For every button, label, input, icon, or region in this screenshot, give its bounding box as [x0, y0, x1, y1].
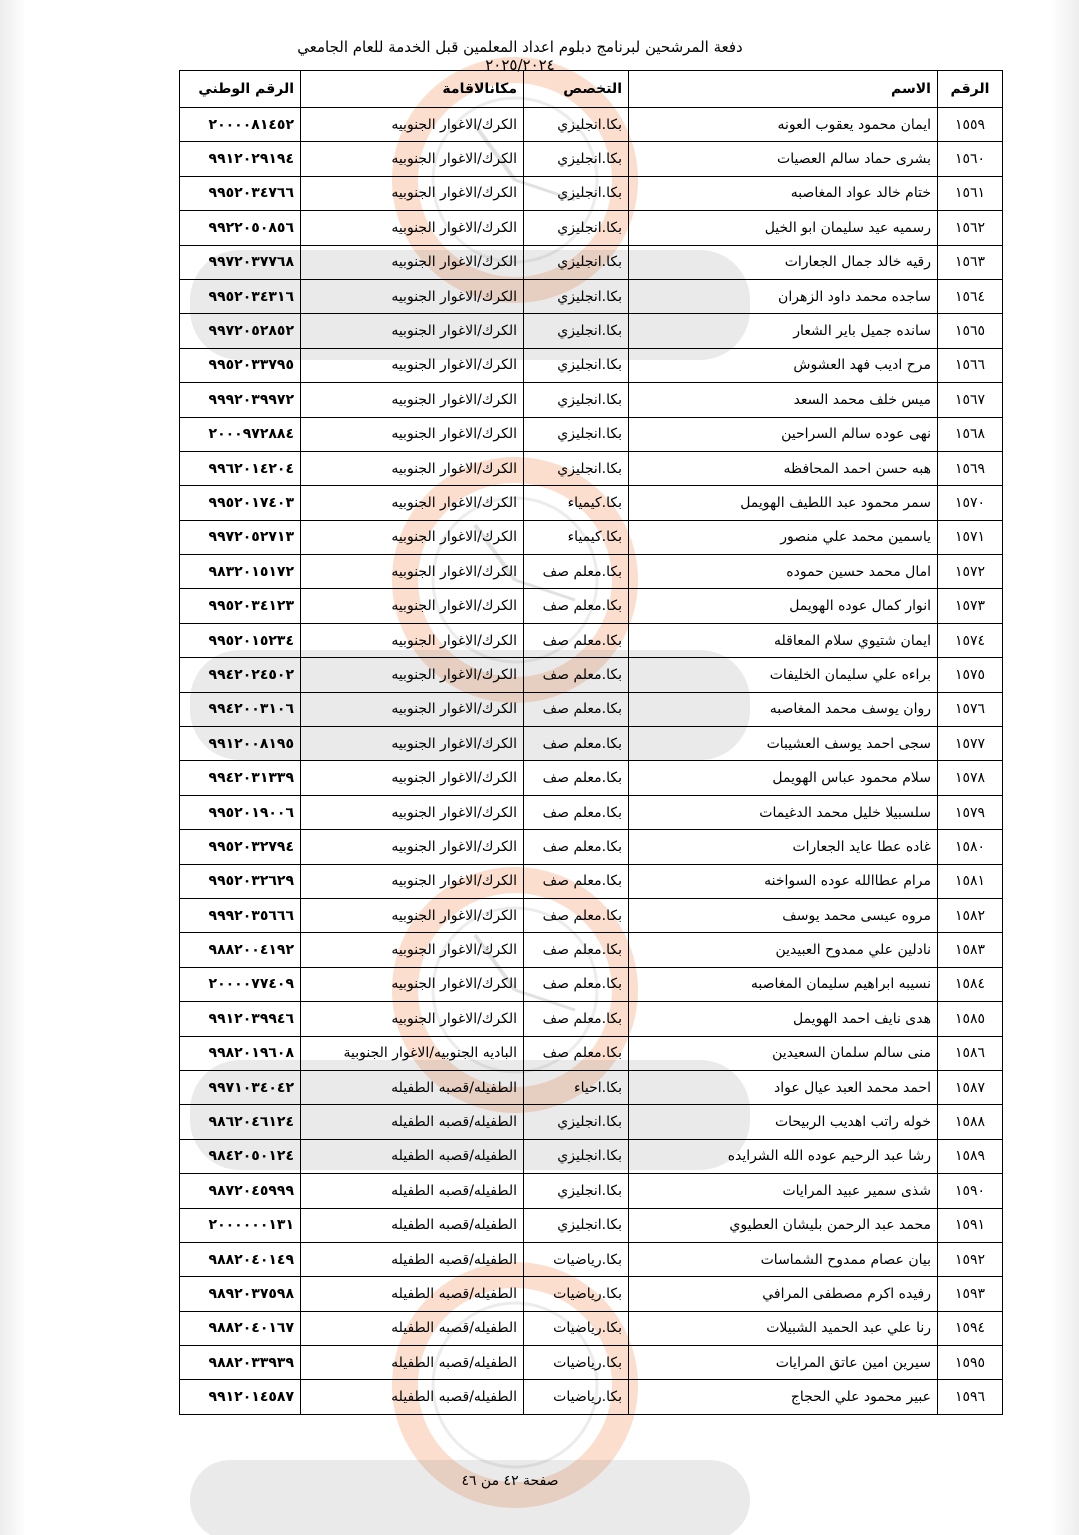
- header-name: الاسم: [629, 71, 938, 108]
- row-residence: الكرك/الاغوار الجنوبيه: [301, 692, 524, 726]
- row-name: رسميه عيد سليمان ابو الخيل: [629, 211, 938, 245]
- row-name: امال محمد حسين حموده: [629, 555, 938, 589]
- row-residence: الكرك/الاغوار الجنوبيه: [301, 279, 524, 313]
- table-row: [180, 211, 1003, 245]
- row-specialization: بكا.انجليزي: [524, 417, 629, 451]
- row-residence: الطفيله/قصبه الطفيله: [301, 1277, 524, 1311]
- row-specialization: بكا.معلم صف: [524, 830, 629, 864]
- row-national-id: ٩٩٥٢٠٣٤٧٦٦: [180, 176, 301, 210]
- table-row: [180, 1346, 1003, 1380]
- row-name: ياسمين محمد علي منصور: [629, 520, 938, 554]
- row-residence: الكرك/الاغوار الجنوبيه: [301, 1002, 524, 1036]
- table-row: [180, 1174, 1003, 1208]
- row-number: ١٥٩٦: [938, 1380, 1003, 1414]
- row-specialization: بكا.انجليزي: [524, 1208, 629, 1242]
- row-residence: الكرك/الاغوار الجنوبيه: [301, 176, 524, 210]
- row-name: ساجده محمد داود الزهران: [629, 279, 938, 313]
- table-row: [180, 967, 1003, 1001]
- row-name: رنا علي عبد الحميد الشبيلات: [629, 1311, 938, 1345]
- row-specialization: بكا.انجليزي: [524, 348, 629, 382]
- row-number: ١٥٦٤: [938, 279, 1003, 313]
- row-residence: الباديه الجنوبيه/الاغوار الجنوبية: [301, 1036, 524, 1070]
- row-name: مروه عيسى محمد يوسف: [629, 898, 938, 932]
- row-number: ١٥٩١: [938, 1208, 1003, 1242]
- row-national-id: ٩٩٧٢٠٥٢٧١٣: [180, 520, 301, 554]
- row-residence: الكرك/الاغوار الجنوبيه: [301, 383, 524, 417]
- row-specialization: بكا.كيمياء: [524, 520, 629, 554]
- row-name: هبه حسن احمد المحافظه: [629, 451, 938, 485]
- row-residence: الطفيله/قصبه الطفيله: [301, 1242, 524, 1276]
- row-national-id: ٩٩٢٢٠٥٠٨٥٦: [180, 211, 301, 245]
- row-national-id: ٩٨٨٢٠٤٠١٦٧: [180, 1311, 301, 1345]
- row-national-id: ٩٩٥٢٠٣٤٣١٦: [180, 279, 301, 313]
- table-row: [180, 348, 1003, 382]
- row-number: ١٥٨٨: [938, 1105, 1003, 1139]
- header-number: الرقم: [938, 71, 1003, 108]
- row-residence: الطفيله/قصبه الطفيله: [301, 1070, 524, 1104]
- row-number: ١٥٨٥: [938, 1002, 1003, 1036]
- table-row: [180, 451, 1003, 485]
- row-name: براءه علي سليمان الخليفات: [629, 658, 938, 692]
- table-row: [180, 1208, 1003, 1242]
- row-name: نادلين علي ممدوح العبيدين: [629, 933, 938, 967]
- row-residence: الطفيله/قصبه الطفيله: [301, 1139, 524, 1173]
- table-row: [180, 1277, 1003, 1311]
- row-number: ١٥٦٦: [938, 348, 1003, 382]
- row-national-id: ٩٨٨٢٠٤٠١٤٩: [180, 1242, 301, 1276]
- row-specialization: بكا.معلم صف: [524, 727, 629, 761]
- row-name: سجى احمد يوسف العشيبات: [629, 727, 938, 761]
- row-residence: الكرك/الاغوار الجنوبيه: [301, 795, 524, 829]
- row-residence: الكرك/الاغوار الجنوبيه: [301, 658, 524, 692]
- table-row: [180, 1311, 1003, 1345]
- row-specialization: بكا.رياضيات: [524, 1242, 629, 1276]
- row-number: ١٥٧٣: [938, 589, 1003, 623]
- row-national-id: ٩٩٤٢٠٢٤٥٠٢: [180, 658, 301, 692]
- row-name: رفيده اكرم مصطفى المرافي: [629, 1277, 938, 1311]
- row-specialization: بكا.معلم صف: [524, 555, 629, 589]
- row-national-id: ٩٩٥٢٠٣٢٦٢٩: [180, 864, 301, 898]
- row-number: ١٥٦٧: [938, 383, 1003, 417]
- row-national-id: ٩٩٥٢٠٣٢٧٩٤: [180, 830, 301, 864]
- row-number: ١٥٥٩: [938, 108, 1003, 142]
- row-national-id: ٩٩١٢٠١٤٥٨٧: [180, 1380, 301, 1414]
- row-specialization: بكا.انجليزي: [524, 1174, 629, 1208]
- table-row: [180, 142, 1003, 176]
- row-residence: الكرك/الاغوار الجنوبيه: [301, 451, 524, 485]
- table-row: [180, 933, 1003, 967]
- row-national-id: ٩٨٤٢٠٥٠١٢٤: [180, 1139, 301, 1173]
- row-national-id: ٢٠٠٠٠٠٠١٣١: [180, 1208, 301, 1242]
- row-specialization: بكا.انجليزي: [524, 245, 629, 279]
- table-row: [180, 864, 1003, 898]
- row-specialization: بكا.معلم صف: [524, 658, 629, 692]
- row-national-id: ٩٩٩٢٠٣٥٦٦٦: [180, 898, 301, 932]
- row-number: ١٥٧١: [938, 520, 1003, 554]
- row-residence: الطفيله/قصبه الطفيله: [301, 1174, 524, 1208]
- row-residence: الكرك/الاغوار الجنوبيه: [301, 864, 524, 898]
- row-national-id: ٩٩٧٢٠٣٧٧٦٨: [180, 245, 301, 279]
- row-number: ١٥٦٩: [938, 451, 1003, 485]
- row-specialization: بكا.معلم صف: [524, 1002, 629, 1036]
- row-specialization: بكا.معلم صف: [524, 898, 629, 932]
- row-specialization: بكا.انجليزي: [524, 1139, 629, 1173]
- row-residence: الكرك/الاغوار الجنوبيه: [301, 933, 524, 967]
- row-residence: الكرك/الاغوار الجنوبيه: [301, 520, 524, 554]
- row-number: ١٥٧٠: [938, 486, 1003, 520]
- row-national-id: ٩٩١٢٠٠٨١٩٥: [180, 727, 301, 761]
- row-specialization: بكا.انجليزي: [524, 1105, 629, 1139]
- row-name: خوله راتب اهديب الربيحات: [629, 1105, 938, 1139]
- table-row: [180, 108, 1003, 142]
- row-specialization: بكا.معلم صف: [524, 623, 629, 657]
- row-residence: الكرك/الاغوار الجنوبيه: [301, 142, 524, 176]
- row-residence: الطفيله/قصبه الطفيله: [301, 1346, 524, 1380]
- header-specialization: التخصص: [524, 71, 629, 108]
- table-row: [180, 761, 1003, 795]
- row-specialization: بكا.انجليزي: [524, 451, 629, 485]
- row-specialization: بكا.انجليزي: [524, 142, 629, 176]
- row-specialization: بكا.معلم صف: [524, 692, 629, 726]
- row-residence: الطفيله/قصبه الطفيله: [301, 1105, 524, 1139]
- row-residence: الطفيله/قصبه الطفيله: [301, 1380, 524, 1414]
- row-name: نهى عوده سالم السراحين: [629, 417, 938, 451]
- table-row: [180, 1242, 1003, 1276]
- row-residence: الكرك/الاغوار الجنوبيه: [301, 245, 524, 279]
- row-residence: الطفيله/قصبه الطفيله: [301, 1208, 524, 1242]
- row-number: ١٥٩٢: [938, 1242, 1003, 1276]
- row-name: رشا عبد الرحيم عوده الله الشرايده: [629, 1139, 938, 1173]
- table-row: [180, 727, 1003, 761]
- row-residence: الكرك/الاغوار الجنوبيه: [301, 348, 524, 382]
- row-number: ١٥٨٧: [938, 1070, 1003, 1104]
- row-number: ١٥٨١: [938, 864, 1003, 898]
- row-name: رقيه خالد جمال الجعارات: [629, 245, 938, 279]
- row-number: ١٥٧٢: [938, 555, 1003, 589]
- row-residence: الكرك/الاغوار الجنوبيه: [301, 314, 524, 348]
- table-row: [180, 314, 1003, 348]
- row-national-id: ٩٩٥٢٠١٥٢٣٤: [180, 623, 301, 657]
- row-name: مرام عطاالله عوده السواخنه: [629, 864, 938, 898]
- row-national-id: ٩٨٨٢٠٣٣٩٣٩: [180, 1346, 301, 1380]
- row-specialization: بكا.احياء: [524, 1070, 629, 1104]
- row-specialization: بكا.معلم صف: [524, 589, 629, 623]
- row-number: ١٥٨٦: [938, 1036, 1003, 1070]
- table-row: [180, 1105, 1003, 1139]
- table-row: [180, 1380, 1003, 1414]
- row-national-id: ٩٩١٢٠٣٩٩٤٦: [180, 1002, 301, 1036]
- row-residence: الكرك/الاغوار الجنوبيه: [301, 761, 524, 795]
- row-name: بشرى حماد سالم العصيات: [629, 142, 938, 176]
- row-specialization: بكا.رياضيات: [524, 1277, 629, 1311]
- table-row: [180, 898, 1003, 932]
- row-number: ١٥٧٩: [938, 795, 1003, 829]
- row-name: غاده عطا عايد الجعارات: [629, 830, 938, 864]
- row-number: ١٥٦١: [938, 176, 1003, 210]
- row-specialization: بكا.رياضيات: [524, 1380, 629, 1414]
- table-row: [180, 1070, 1003, 1104]
- row-national-id: ٩٨٩٢٠٣٧٥٩٨: [180, 1277, 301, 1311]
- row-name: سانده جميل باير الشعار: [629, 314, 938, 348]
- table-row: [180, 692, 1003, 726]
- table-row: [180, 279, 1003, 313]
- table-row: [180, 795, 1003, 829]
- header-national-id: الرقم الوطني: [180, 71, 301, 108]
- row-national-id: ٩٩٧١٠٣٤٠٤٢: [180, 1070, 301, 1104]
- table-row: [180, 623, 1003, 657]
- row-national-id: ٩٨٧٢٠٤٥٩٩٩: [180, 1174, 301, 1208]
- row-residence: الكرك/الاغوار الجنوبيه: [301, 211, 524, 245]
- row-name: ختام خالد عواد المغاصبه: [629, 176, 938, 210]
- row-number: ١٥٦٣: [938, 245, 1003, 279]
- table-row: [180, 555, 1003, 589]
- row-residence: الطفيله/قصبه الطفيله: [301, 1311, 524, 1345]
- table-row: [180, 417, 1003, 451]
- row-national-id: ٩٩٥٢٠١٧٤٠٣: [180, 486, 301, 520]
- row-national-id: ٩٩١٢٠٢٩١٩٤: [180, 142, 301, 176]
- table-row: [180, 830, 1003, 864]
- row-national-id: ٩٩٤٢٠٣١٣٣٩: [180, 761, 301, 795]
- candidates-table: [179, 70, 1003, 1415]
- table-row: [180, 1036, 1003, 1070]
- row-residence: الكرك/الاغوار الجنوبيه: [301, 727, 524, 761]
- row-name: روان يوسف محمد المغاصبه: [629, 692, 938, 726]
- row-name: نسيبه ابراهيم سليمان المغاصبه: [629, 967, 938, 1001]
- table-row: [180, 658, 1003, 692]
- table-row: [180, 1002, 1003, 1036]
- row-number: ١٥٦٢: [938, 211, 1003, 245]
- row-national-id: ٩٩٩٢٠٣٩٩٧٢: [180, 383, 301, 417]
- header-residence: مكانالاقامة: [301, 71, 524, 108]
- row-specialization: بكا.انجليزي: [524, 108, 629, 142]
- row-national-id: ٩٩٥٢٠٣٣٧٩٥: [180, 348, 301, 382]
- row-specialization: بكا.معلم صف: [524, 761, 629, 795]
- row-number: ١٥٨٠: [938, 830, 1003, 864]
- row-name: ايمان شتيوي سلام المعاقله: [629, 623, 938, 657]
- row-number: ١٥٨٩: [938, 1139, 1003, 1173]
- row-national-id: ٢٠٠٠٩٧٢٨٨٤: [180, 417, 301, 451]
- row-number: ١٥٨٢: [938, 898, 1003, 932]
- row-name: سمر محمود عبد اللطيف الهويمل: [629, 486, 938, 520]
- row-name: شذى سمير عبيد المرايات: [629, 1174, 938, 1208]
- row-residence: الكرك/الاغوار الجنوبيه: [301, 623, 524, 657]
- row-national-id: ٩٩٨٢٠١٩٦٠٨: [180, 1036, 301, 1070]
- row-name: سلسبيلا خليل محمد الدغيمات: [629, 795, 938, 829]
- row-specialization: بكا.انجليزي: [524, 383, 629, 417]
- table-row: [180, 176, 1003, 210]
- row-name: محمد عبد الرحمن بليشان العطيوي: [629, 1208, 938, 1242]
- page-footer: صفحة ٤٢ من ٤٦: [461, 1473, 559, 1489]
- row-national-id: ٢٠٠٠٠٧٧٤٠٩: [180, 967, 301, 1001]
- table-header-row: [180, 71, 1003, 108]
- table-row: [180, 1139, 1003, 1173]
- row-residence: الكرك/الاغوار الجنوبيه: [301, 967, 524, 1001]
- row-number: ١٥٨٣: [938, 933, 1003, 967]
- row-specialization: بكا.معلم صف: [524, 933, 629, 967]
- row-national-id: ٩٩٥٢٠٣٤١٢٣: [180, 589, 301, 623]
- row-name: مرح اديب فهد العشوش: [629, 348, 938, 382]
- row-name: سلام محمود عباس الهويمل: [629, 761, 938, 795]
- row-national-id: ٩٩٦٢٠١٤٢٠٤: [180, 451, 301, 485]
- row-specialization: بكا.معلم صف: [524, 1036, 629, 1070]
- row-number: ١٥٩٠: [938, 1174, 1003, 1208]
- table-row: [180, 520, 1003, 554]
- row-national-id: ٩٨٣٢٠١٥١٧٢: [180, 555, 301, 589]
- row-number: ١٥٩٤: [938, 1311, 1003, 1345]
- row-number: ١٥٦٠: [938, 142, 1003, 176]
- row-number: ١٥٧٨: [938, 761, 1003, 795]
- row-residence: الكرك/الاغوار الجنوبيه: [301, 486, 524, 520]
- row-specialization: بكا.رياضيات: [524, 1346, 629, 1380]
- row-name: سيرين امين عاتق المرايات: [629, 1346, 938, 1380]
- row-number: ١٥٧٤: [938, 623, 1003, 657]
- table-row: [180, 486, 1003, 520]
- row-name: احمد محمد العبد عيال عواد: [629, 1070, 938, 1104]
- row-national-id: ٩٩٧٢٠٥٢٨٥٢: [180, 314, 301, 348]
- row-national-id: ٢٠٠٠٠٨١٤٥٢: [180, 108, 301, 142]
- row-residence: الكرك/الاغوار الجنوبيه: [301, 830, 524, 864]
- row-residence: الكرك/الاغوار الجنوبيه: [301, 555, 524, 589]
- row-national-id: ٩٨٦٢٠٤٦١٢٤: [180, 1105, 301, 1139]
- row-specialization: بكا.معلم صف: [524, 864, 629, 898]
- row-name: انوار كمال عوده الهويمل: [629, 589, 938, 623]
- row-specialization: بكا.كيمياء: [524, 486, 629, 520]
- row-number: ١٥٦٥: [938, 314, 1003, 348]
- row-national-id: ٩٩٥٢٠١٩٠٠٦: [180, 795, 301, 829]
- row-specialization: بكا.معلم صف: [524, 795, 629, 829]
- row-name: ايمان محمود يعقوب العونه: [629, 108, 938, 142]
- row-number: ١٥٩٣: [938, 1277, 1003, 1311]
- row-specialization: بكا.معلم صف: [524, 967, 629, 1001]
- document-title: دفعة المرشحين لبرنامج دبلوم اعداد المعلمين قبل الخدمة للعام الجامعي ٢٠٢٥/٢٠٢٤: [297, 38, 743, 74]
- row-number: ١٥٧٦: [938, 692, 1003, 726]
- row-name: هدى نايف احمد الهويمل: [629, 1002, 938, 1036]
- row-specialization: بكا.انجليزي: [524, 176, 629, 210]
- row-number: ١٥٧٧: [938, 727, 1003, 761]
- row-name: بيان عصام ممدوح الشماسات: [629, 1242, 938, 1276]
- row-name: ميس خلف محمد السعد: [629, 383, 938, 417]
- row-name: عبير محمود علي الحجاج: [629, 1380, 938, 1414]
- row-name: منى سالم سلمان السعيدين: [629, 1036, 938, 1070]
- row-specialization: بكا.انجليزي: [524, 279, 629, 313]
- table-row: [180, 245, 1003, 279]
- row-number: ١٥٩٥: [938, 1346, 1003, 1380]
- table-row: [180, 589, 1003, 623]
- row-residence: الكرك/الاغوار الجنوبيه: [301, 417, 524, 451]
- table-row: [180, 383, 1003, 417]
- row-national-id: ٩٩٤٢٠٠٣١٠٦: [180, 692, 301, 726]
- row-residence: الكرك/الاغوار الجنوبيه: [301, 898, 524, 932]
- row-number: ١٥٦٨: [938, 417, 1003, 451]
- row-number: ١٥٧٥: [938, 658, 1003, 692]
- row-residence: الكرك/الاغوار الجنوبيه: [301, 108, 524, 142]
- row-number: ١٥٨٤: [938, 967, 1003, 1001]
- row-specialization: بكا.رياضيات: [524, 1311, 629, 1345]
- row-residence: الكرك/الاغوار الجنوبيه: [301, 589, 524, 623]
- row-national-id: ٩٨٨٢٠٠٤١٩٢: [180, 933, 301, 967]
- row-specialization: بكا.انجليزي: [524, 211, 629, 245]
- row-specialization: بكا.انجليزي: [524, 314, 629, 348]
